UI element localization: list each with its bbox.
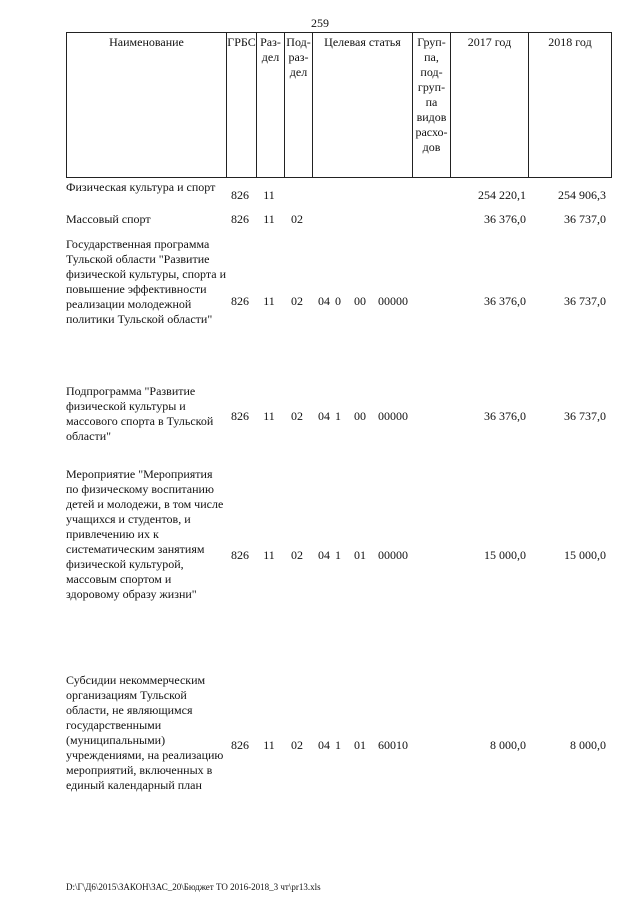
table-header [66,32,612,178]
row-cs-event: 00 [354,409,366,423]
header-name: Наименование [67,33,227,177]
header-grbs: ГРБС [227,33,257,177]
header-2017: 2017 год [451,33,529,177]
row-2018: 36 737,0 [564,409,606,423]
row-cs-code: 60010 [378,738,408,752]
row-grbs: 826 [231,294,249,308]
row-podrazdel: 02 [291,548,303,562]
header-2018: 2018 год [548,35,592,49]
row-razdel: 11 [263,548,275,562]
footer-file-path: D:\Г\Д6\2015\ЗАКОН\ЗАС_20\Бюджет ТО 2016-2018_3 чт\pr13.xls [66,882,321,892]
row-cs-program: 04 [318,548,330,562]
row-2018: 8 000,0 [570,738,606,752]
row-grbs: 826 [231,212,249,226]
row-podrazdel: 02 [291,294,303,308]
row-cs-program: 04 [318,409,330,423]
row-name: Мероприятие "Мероприятия по физическому воспитанию детей и молодежи, в том числе учащихся и студентов, и привлечению их к систематическим занятиям физической культурой, массовым спортом и здоровому образу жизни" [66,467,224,601]
row-cs-subprogram: 1 [335,738,341,752]
row-name: Подпрограмма "Развитие физической культуры и массового спорта в Тульской области" [66,384,214,443]
row-name: Субсидии некоммерческим организациям Тульской области, не являющимся государственными (муниципальными) учреждениями, на реализацию мероприятий, включенных в единый календарный план [66,673,224,792]
row-grbs: 826 [231,188,249,202]
row-cs-subprogram: 1 [335,409,341,423]
row-razdel: 11 [263,188,275,202]
header-gruppa: Груп-па, под-груп-па видов расхо-дов [413,33,451,177]
row-cs-program: 04 [318,294,330,308]
row-2017: 36 376,0 [484,409,526,423]
row-cs-subprogram: 0 [335,294,341,308]
row-cs-event: 01 [354,738,366,752]
row-podrazdel: 02 [291,212,303,226]
row-grbs: 826 [231,738,249,752]
row-name: Массовый спорт [66,212,151,226]
row-cs-program: 04 [318,738,330,752]
row-cs-code: 00000 [378,548,408,562]
row-2018: 254 906,3 [558,188,606,202]
row-cs-code: 00000 [378,294,408,308]
row-name: Физическая культура и спорт [66,180,216,194]
row-2017: 254 220,1 [478,188,526,202]
row-cs-code: 00000 [378,409,408,423]
row-cs-event: 00 [354,294,366,308]
row-grbs: 826 [231,548,249,562]
row-2017: 8 000,0 [490,738,526,752]
row-2018: 15 000,0 [564,548,606,562]
row-razdel: 11 [263,409,275,423]
header-podrazdel: Под-раз-дел [285,33,313,177]
row-2017: 36 376,0 [484,294,526,308]
row-razdel: 11 [263,294,275,308]
row-2018: 36 737,0 [564,294,606,308]
page-number: 259 [311,16,329,30]
row-name: Государственная программа Тульской области "Развитие физической культуры, спорта и повышение эффективности реализации молодежной политики Тульской области" [66,237,227,326]
row-cs-subprogram: 1 [335,548,341,562]
row-2018: 36 737,0 [564,212,606,226]
header-razdel: Раз-дел [257,33,285,177]
row-podrazdel: 02 [291,409,303,423]
row-grbs: 826 [231,409,249,423]
row-cs-event: 01 [354,548,366,562]
row-2017: 36 376,0 [484,212,526,226]
row-razdel: 11 [263,738,275,752]
row-razdel: 11 [263,212,275,226]
row-2017: 15 000,0 [484,548,526,562]
header-celevaya: Целевая статья [313,33,413,177]
row-podrazdel: 02 [291,738,303,752]
